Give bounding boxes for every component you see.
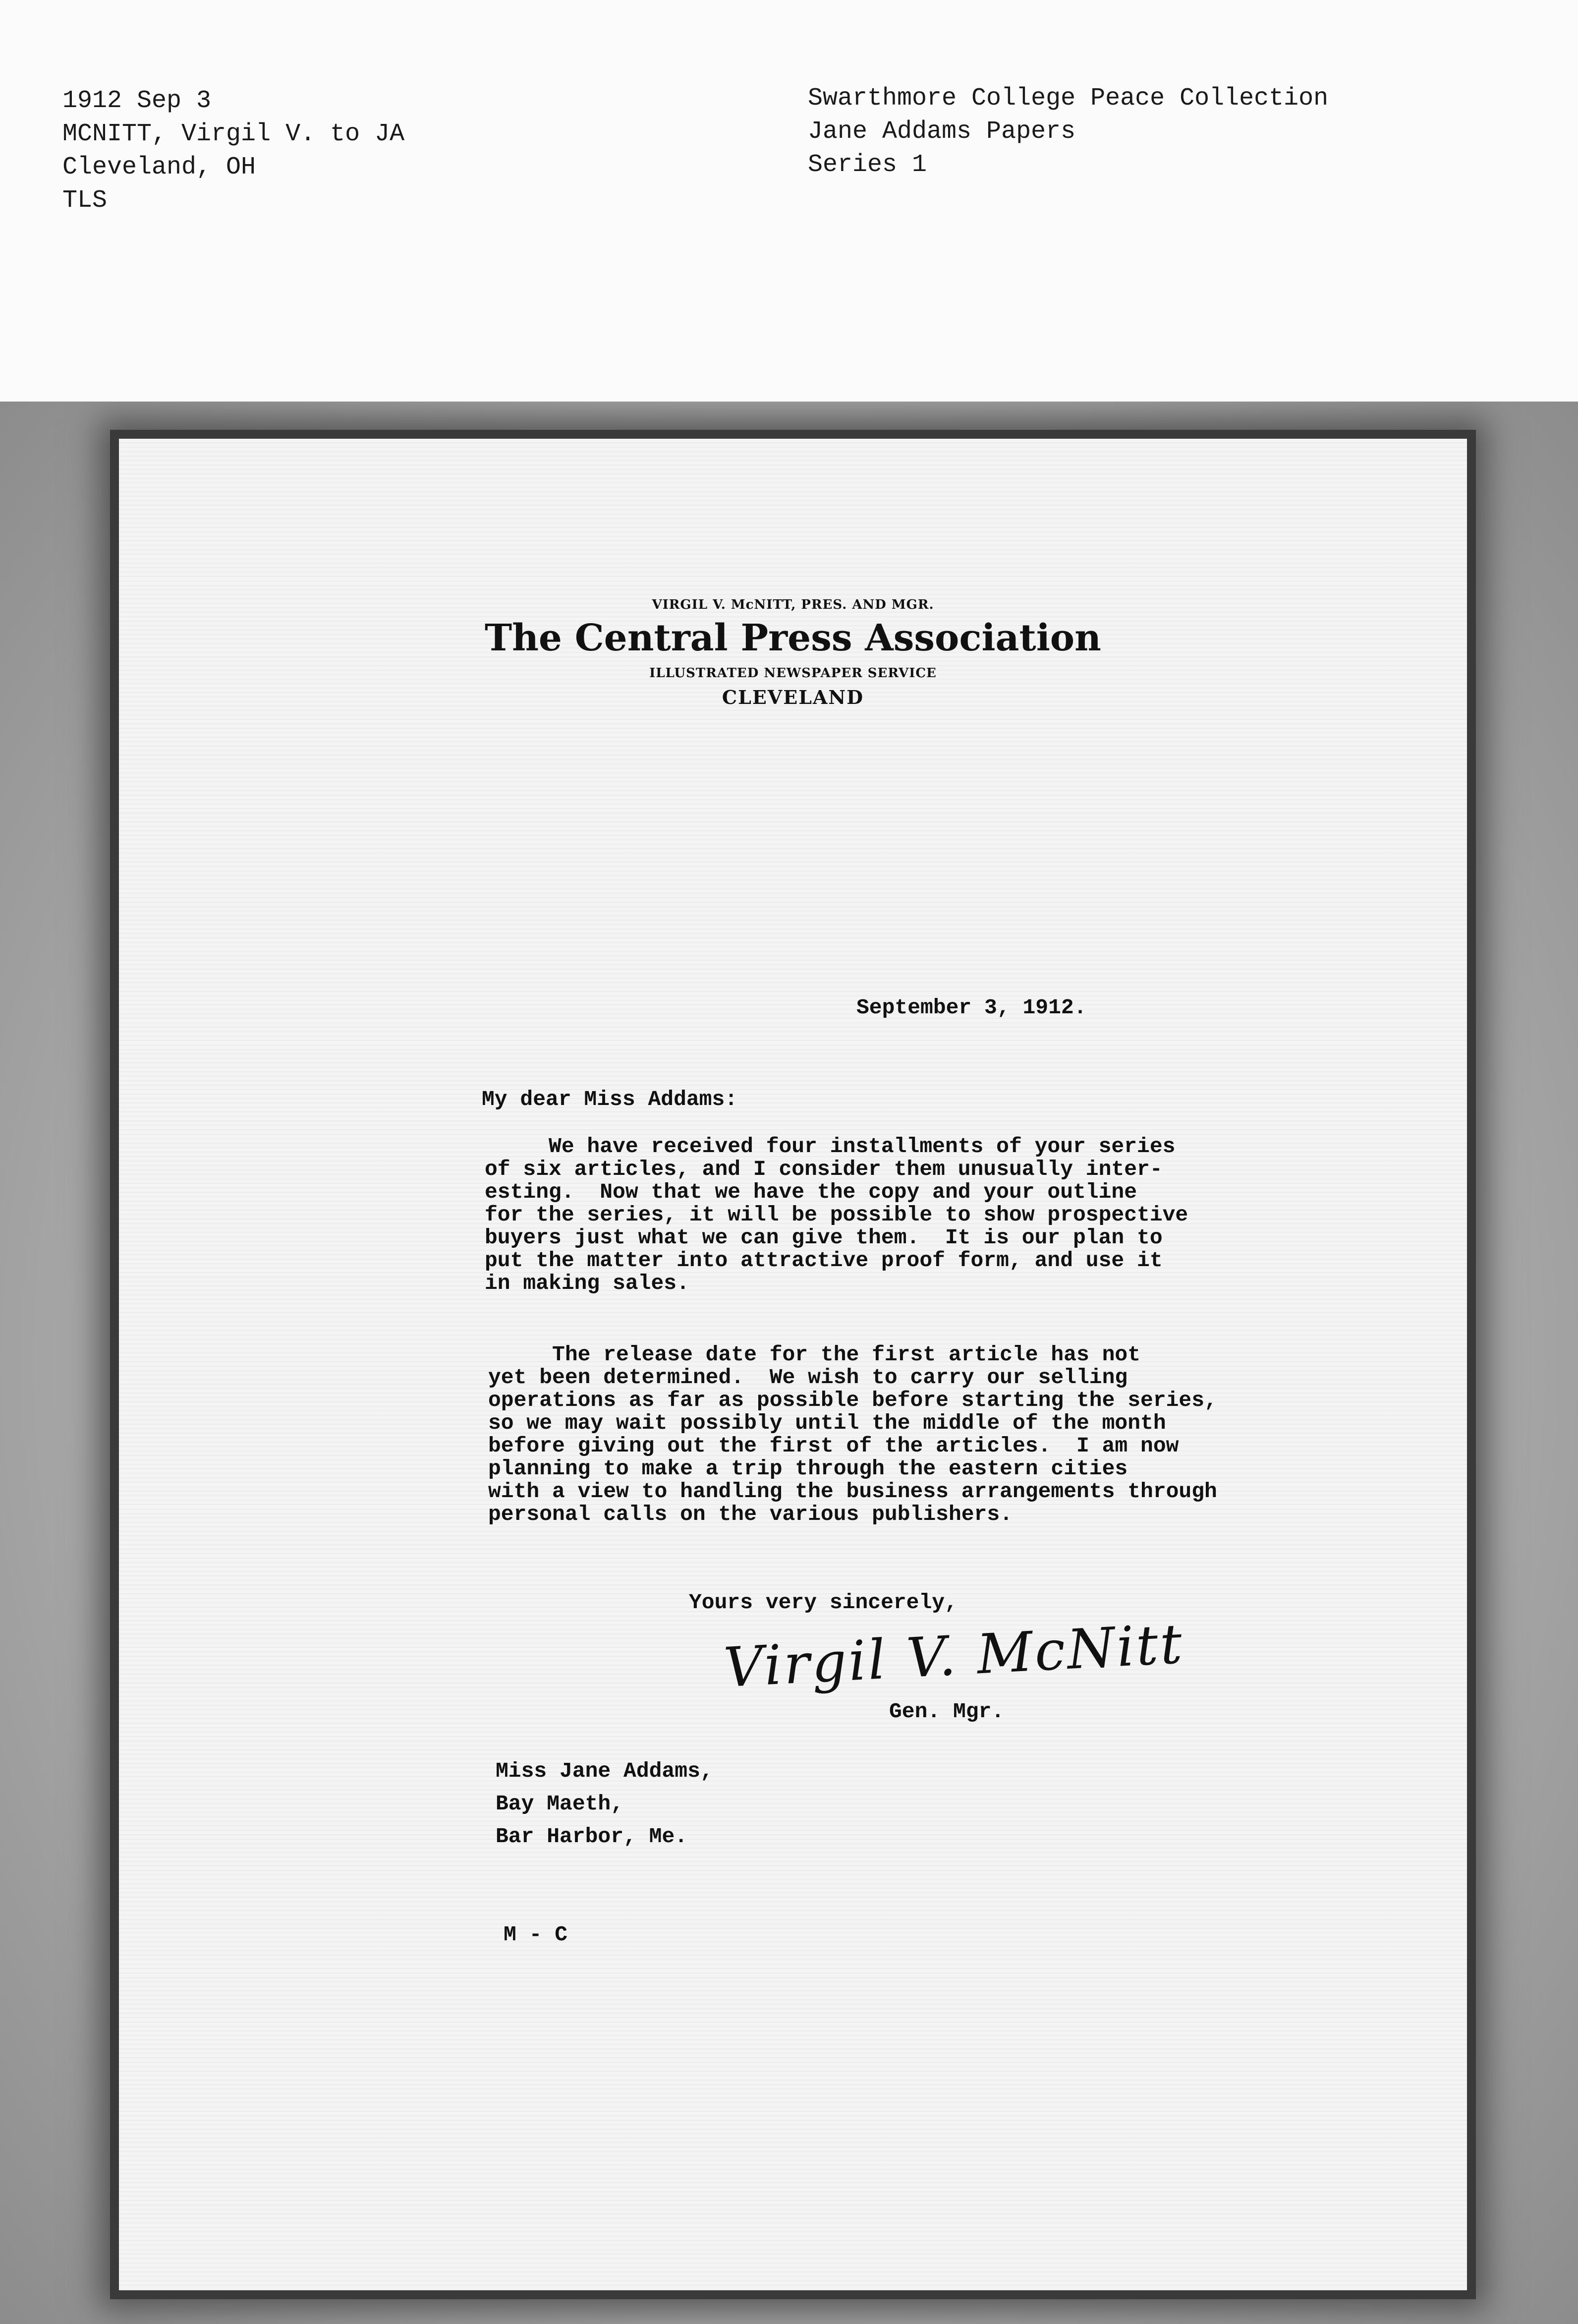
text-line: in making sales. <box>485 1271 689 1295</box>
text-line: yet been determined. We wish to carry our selling <box>488 1365 1128 1390</box>
signature: Virgil V. McNitt <box>722 1612 1185 1700</box>
archive-place: Cleveland, OH <box>62 153 256 181</box>
address-line: Bay Maeth, <box>496 1792 624 1816</box>
letterhead-city: CLEVELAND <box>722 686 864 708</box>
address-line: Bar Harbor, Me. <box>496 1824 688 1849</box>
text-line: of six articles, and I consider them unusually inter- <box>485 1157 1163 1181</box>
archive-series: Series 1 <box>808 151 927 179</box>
letter-closing: Yours very sincerely, <box>689 1590 958 1615</box>
text-line: for the series, it will be possible to show prospective <box>485 1203 1188 1227</box>
text-line: put the matter into attractive proof form, and use it <box>485 1248 1163 1273</box>
archive-cover-area <box>0 0 1578 402</box>
letter-paragraph-1 <box>485 1135 1188 1295</box>
archive-date: 1912 Sep 3 <box>62 87 212 115</box>
signer-title: Gen. Mgr. <box>889 1699 1005 1724</box>
text-line: esting. Now that we have the copy and your outline <box>485 1180 1137 1204</box>
text-line: planning to make a trip through the eastern cities <box>488 1456 1128 1481</box>
letter-salutation: My dear Miss Addams: <box>482 1087 738 1111</box>
archive-papers: Jane Addams Papers <box>808 117 1076 146</box>
letterhead-tagline: ILLUSTRATED NEWSPAPER SERVICE <box>649 666 937 681</box>
archive-collection: Swarthmore College Peace Collection <box>808 84 1329 113</box>
archive-correspondents: MCNITT, Virgil V. to JA <box>62 120 405 148</box>
recipient-address <box>496 1755 713 1853</box>
typist-initials: M - C <box>504 1922 568 1947</box>
text-line: buyers just what we can give them. It is our plan to <box>485 1225 1163 1250</box>
letterhead-officer: VIRGIL V. McNITT, PRES. AND MGR. <box>652 597 934 612</box>
archive-doc-type: TLS <box>62 186 108 215</box>
letterhead-name: The Central Press Association <box>485 617 1101 659</box>
text-line: so we may wait possibly until the middle of the month <box>488 1411 1166 1435</box>
text-line: We have received four installments of your series <box>485 1134 1176 1159</box>
text-line: with a view to handling the business arrangements through <box>488 1479 1217 1504</box>
text-line: The release date for the first article has not <box>488 1342 1141 1367</box>
text-line: before giving out the first of the articles. I am now <box>488 1434 1179 1458</box>
archive-metadata-left <box>62 84 404 217</box>
address-line: Miss Jane Addams, <box>496 1759 713 1783</box>
letter-date: September 3, 1912. <box>856 995 1087 1020</box>
letter-page <box>119 439 1467 2290</box>
archive-metadata-right <box>808 82 1328 181</box>
text-line: personal calls on the various publishers. <box>488 1502 1013 1526</box>
letter-paragraph-2 <box>488 1343 1217 1526</box>
text-line: operations as far as possible before starting the series, <box>488 1388 1217 1412</box>
